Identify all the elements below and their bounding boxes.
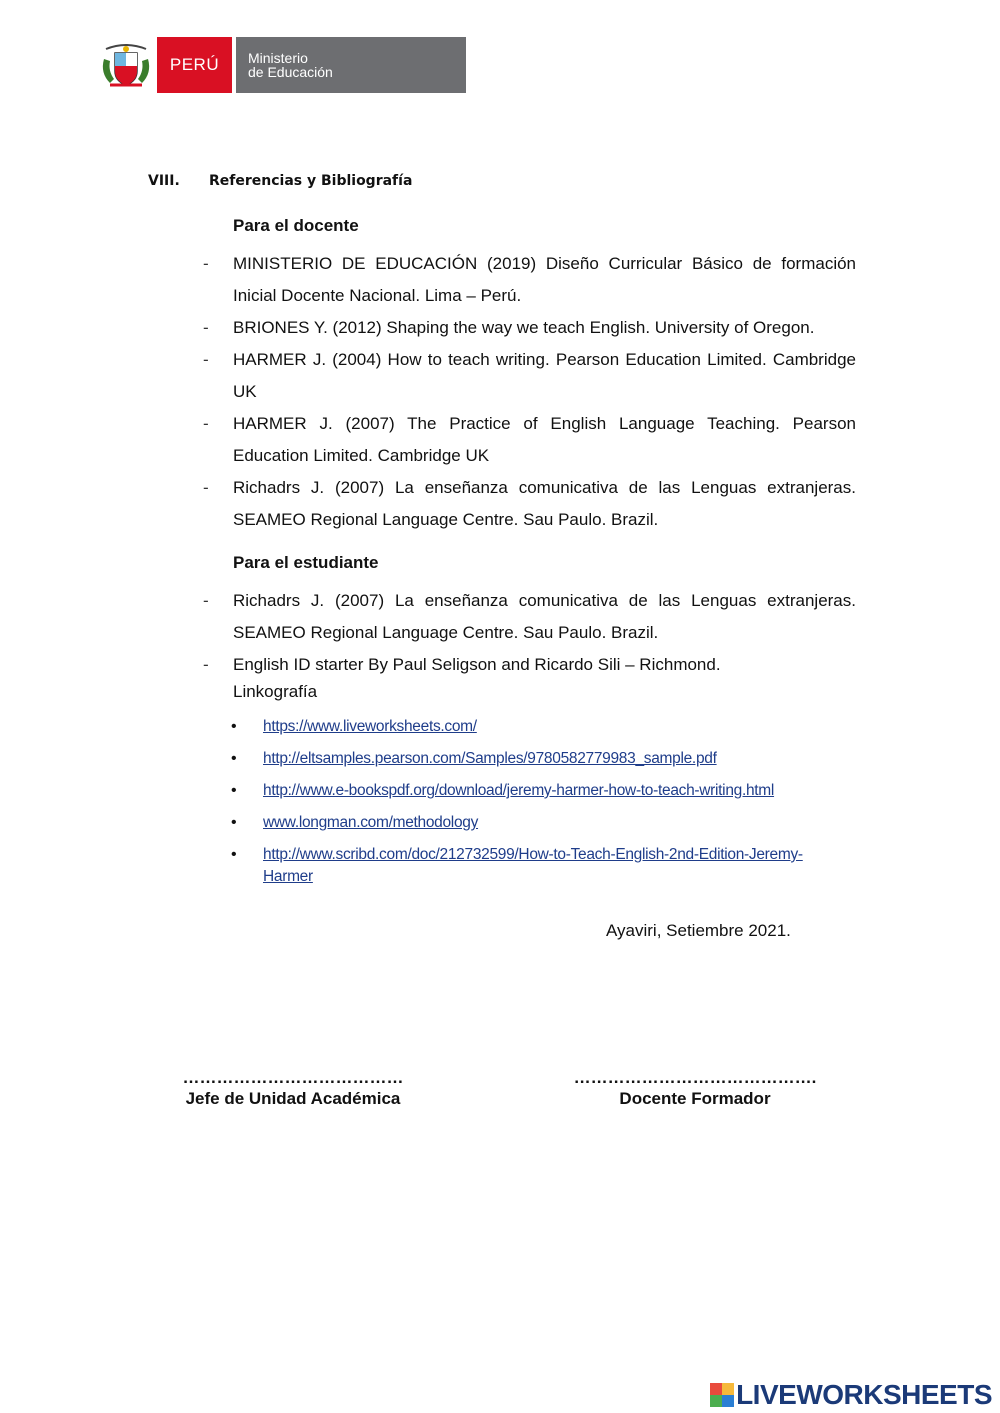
list-item: [263, 716, 833, 738]
list-item: - Richadrs J. (2007) La enseñanza comunicativa de las Lenguas extranjeras. SEAMEO Regional Language Centre. Sau Paulo. Brazil.: [233, 585, 856, 649]
estudiante-heading: Para el estudiante: [233, 553, 379, 572]
section-number: VIII.: [148, 173, 180, 189]
brand-name: LIVEWORKSHEETS: [736, 1379, 992, 1410]
list-item: - Richadrs J. (2007) La enseñanza comunicativa de las Lenguas extranjeras. SEAMEO Regional Language Centre. Sau Paulo. Brazil.: [233, 472, 856, 536]
reference-link[interactable]: http://eltsamples.pearson.com/Samples/9780582779983_sample.pdf: [263, 750, 717, 767]
place-date: Ayaviri, Setiembre 2021.: [606, 921, 791, 940]
ministry-line-2: de Educación: [248, 64, 333, 80]
list-item: [263, 812, 833, 834]
reference-link[interactable]: https://www.liveworksheets.com/: [263, 718, 477, 735]
signature-line: …………………………………: [182, 1068, 404, 1087]
link-list: [263, 716, 833, 898]
list-item: - BRIONES Y. (2012) Shaping the way we teach English. University of Oregon.: [233, 312, 856, 344]
list-item: - MINISTERIO DE EDUCACIÓN (2019) Diseño Curricular Básico de formación Inicial Docente Nacional. Lima – Perú.: [233, 248, 856, 312]
list-item: [263, 748, 833, 770]
ministry-header-logo: [95, 37, 466, 93]
reference-link[interactable]: http://www.scribd.com/doc/212732599/How-to-Teach-English-2nd-Edition-Jeremy-Harmer: [263, 846, 803, 885]
ministry-line-1: Ministerio: [248, 50, 308, 66]
ministry-label-box: [236, 37, 466, 93]
list-item: - HARMER J. (2007) The Practice of English Language Teaching. Pearson Education Limited. Cambridge UK: [233, 408, 856, 472]
list-item: - HARMER J. (2004) How to teach writing. Pearson Education Limited. Cambridge UK: [233, 344, 856, 408]
country-name: PERÚ: [169, 55, 220, 74]
peru-label-box: [157, 37, 232, 93]
signature-right: [560, 1068, 830, 1110]
liveworksheets-logo-icon: [710, 1383, 734, 1407]
signature-left: [168, 1068, 418, 1110]
reference-link[interactable]: http://www.e-bookspdf.org/download/jeremy-harmer-how-to-teach-writing.html: [263, 782, 775, 799]
docente-heading: Para el docente: [233, 216, 359, 235]
liveworksheets-branding: [710, 1379, 992, 1411]
reference-link[interactable]: www.longman.com/methodology: [263, 814, 479, 831]
peru-coat-of-arms-icon: [95, 37, 157, 93]
list-item: - English ID starter By Paul Seligson and Ricardo Sili – Richmond.: [233, 649, 856, 681]
section-title: Referencias y Bibliografía: [209, 173, 413, 189]
list-item: [263, 844, 833, 888]
docente-reference-list: [233, 248, 856, 536]
signature-line: …………………………………….: [573, 1068, 817, 1087]
linkografia-heading: Linkografía: [233, 682, 318, 701]
signature-role: Docente Formador: [619, 1089, 771, 1108]
section-heading: [148, 173, 412, 189]
estudiante-reference-list: [233, 585, 856, 681]
signature-role: Jefe de Unidad Académica: [185, 1089, 401, 1108]
list-item: [263, 780, 833, 802]
